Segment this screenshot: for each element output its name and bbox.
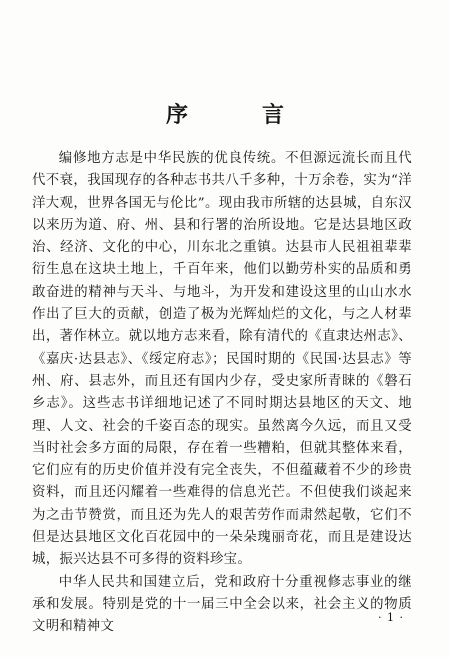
paragraph-2: 中华人民共和国建立后，党和政府十分重视修志事业的继承和发展。特别是党的十一届三中全会以来，社会主义的物质文明和精神文: [32, 574, 412, 635]
body-text: [32, 148, 412, 639]
page-title: 序 言: [165, 103, 310, 128]
page-number: · 1 ·: [378, 611, 404, 624]
paragraph-1: 编修地方志是中华民族的优良传统。不但源远流长而且代代不衰，我国现存的各种志书共八千多种，十万余卷，实为“洋洋大观，世界各国无与伦比”。现由我市所辖的达县城，自东汉以来历为道、府、州、县和行署的治所设地。它是达县地区政治、经济、文化的中心，川东北之重镇。达县市人民祖祖辈辈衍生息在这块土地上，千百年来，他们以勤劳朴实的品质和勇敢奋进的精神与天斗、与地斗，为开发和建设这里的山山水水作出了巨大的贡献，创造了极为光辉灿烂的文化，与之人材辈出，著作林立。就以地方志来看，除有清代的《直隶达州志》、《嘉庆·达县志》、《绥定府志》；民国时期的《民国·达县志》等州、府、县志外，而且还有国内少存，受史家所青睐的《磐石乡志》。这些志书详细地记述了不同时期达县地区的天文、地理、人文、社会的千姿百态的现实。虽然离今久远，而且又受当时社会多方面的局限，存在着一些糟粕，但就其整体来看，它们应有的历史价值并没有完全丧失，不但蕴藏着不少的珍贵资料，而且还闪耀着一些难得的信息光芒。不但使我们谈起来为之击节赞赏，而且还为先人的艰苦劳作而肃然起敬，它们不但是达县地区文化百花园中的一朵朵瑰丽奇花，而且是建设达城，振兴达县不可多得的资料珍宝。: [32, 151, 412, 568]
